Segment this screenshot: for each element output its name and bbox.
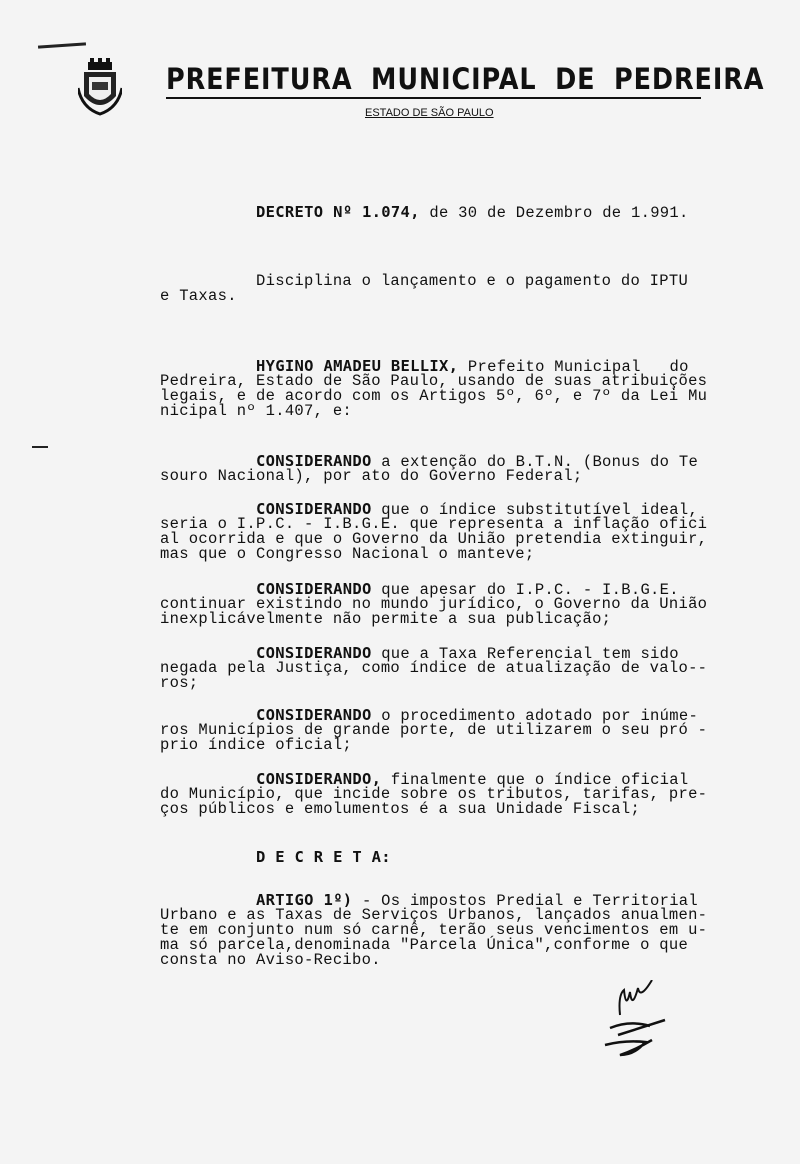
text-line: te em conjunto num só carnê, terão seus vencimentos em u- <box>160 921 708 939</box>
considerando-2 <box>160 502 730 562</box>
decree-heading <box>160 205 730 220</box>
considerando-6 <box>160 772 730 817</box>
punch-hole-mark <box>32 446 48 448</box>
handwritten-signature <box>590 980 680 1060</box>
text-line: ros; <box>160 674 199 692</box>
considerando-keyword: CONSIDERANDO <box>256 580 372 598</box>
text-line: Pedreira, Estado de São Paulo, usando de suas atribuições <box>160 372 708 390</box>
text-line: legais, e de acordo com os Artigos 5º, 6º, e 7º da Lei Mu <box>160 387 708 405</box>
decree-date: de 30 de Dezembro de 1.991. <box>419 204 689 222</box>
considerando-keyword: CONSIDERANDO <box>256 500 372 518</box>
scan-mark <box>38 42 86 48</box>
text-line: o procedimento adotado por inúme- <box>371 707 699 725</box>
mayor-name: HYGINO AMADEU BELLIX, <box>256 357 459 375</box>
municipal-crest-icon <box>78 58 122 116</box>
text-line: ços públicos e emolumentos é a sua Unidade Fiscal; <box>160 800 641 818</box>
considerando-keyword: CONSIDERANDO <box>256 452 372 470</box>
ementa <box>160 274 730 304</box>
text-line: souro Nacional), por ato do Governo Federal; <box>160 467 583 485</box>
text-line: Disciplina o lançamento e o pagamento do IPTU <box>160 272 689 290</box>
considerando-keyword: CONSIDERANDO <box>256 706 372 724</box>
text-line: ros Municípios de grande porte, de utilizarem o seu pró - <box>160 721 708 739</box>
page-title: PREFEITURA MUNICIPAL DE PEDREIRA <box>166 62 765 96</box>
artigo-1 <box>160 893 730 968</box>
text-line: consta no Aviso-Recibo. <box>160 951 381 969</box>
text-line: al ocorrida e que o Governo da União pretendia extinguir, <box>160 530 708 548</box>
text-line: finalmente que o índice oficial <box>381 771 689 789</box>
text-line: continuar existindo no mundo jurídico, o Governo da União <box>160 595 708 613</box>
text-line: Prefeito Municipal do <box>458 358 689 376</box>
text-line: mas que o Congresso Nacional o manteve; <box>160 545 535 563</box>
artigo-keyword: ARTIGO 1º) <box>256 891 353 909</box>
text-line: do Município, que incide sobre os tributos, tarifas, pre- <box>160 785 708 803</box>
text-line: e Taxas. <box>160 287 237 305</box>
considerando-keyword: CONSIDERANDO <box>256 644 372 662</box>
text-line: - Os impostos Predial e Territorial <box>352 892 698 910</box>
page-subtitle: ESTADO DE SÃO PAULO <box>365 107 494 119</box>
decreta-heading <box>160 850 730 865</box>
text-line: seria o I.P.C. - I.B.G.E. que representa a inflação ofici <box>160 515 708 533</box>
considerando-4 <box>160 646 730 691</box>
preamble <box>160 359 730 419</box>
text-line: que o índice substitutível ideal, <box>371 501 699 519</box>
text-line: negada pela Justiça, como índice de atualização de valo-- <box>160 659 708 677</box>
text-line: ma só parcela,denominada "Parcela Única",conforme o que <box>160 936 689 954</box>
text-line: que apesar do I.P.C. - I.B.G.E. <box>371 581 679 599</box>
header-divider <box>166 97 701 99</box>
text-line: nicipal nº 1.407, e: <box>160 402 353 420</box>
considerando-3 <box>160 582 730 627</box>
considerando-keyword: CONSIDERANDO, <box>256 770 382 788</box>
text-line: Urbano e as Taxas de Serviços Urbanos, lançados anualmen- <box>160 906 708 924</box>
text-line: inexplicávelmente não permite a sua publicação; <box>160 610 612 628</box>
decreta-label: D E C R E T A: <box>256 848 391 866</box>
considerando-1 <box>160 454 730 484</box>
text-line: prio índice oficial; <box>160 736 353 754</box>
decree-number: DECRETO Nº 1.074, <box>256 203 420 221</box>
text-line: que a Taxa Referencial tem sido <box>371 645 679 663</box>
considerando-5 <box>160 708 730 753</box>
text-line: a extenção do B.T.N. (Bonus do Te <box>371 453 699 471</box>
